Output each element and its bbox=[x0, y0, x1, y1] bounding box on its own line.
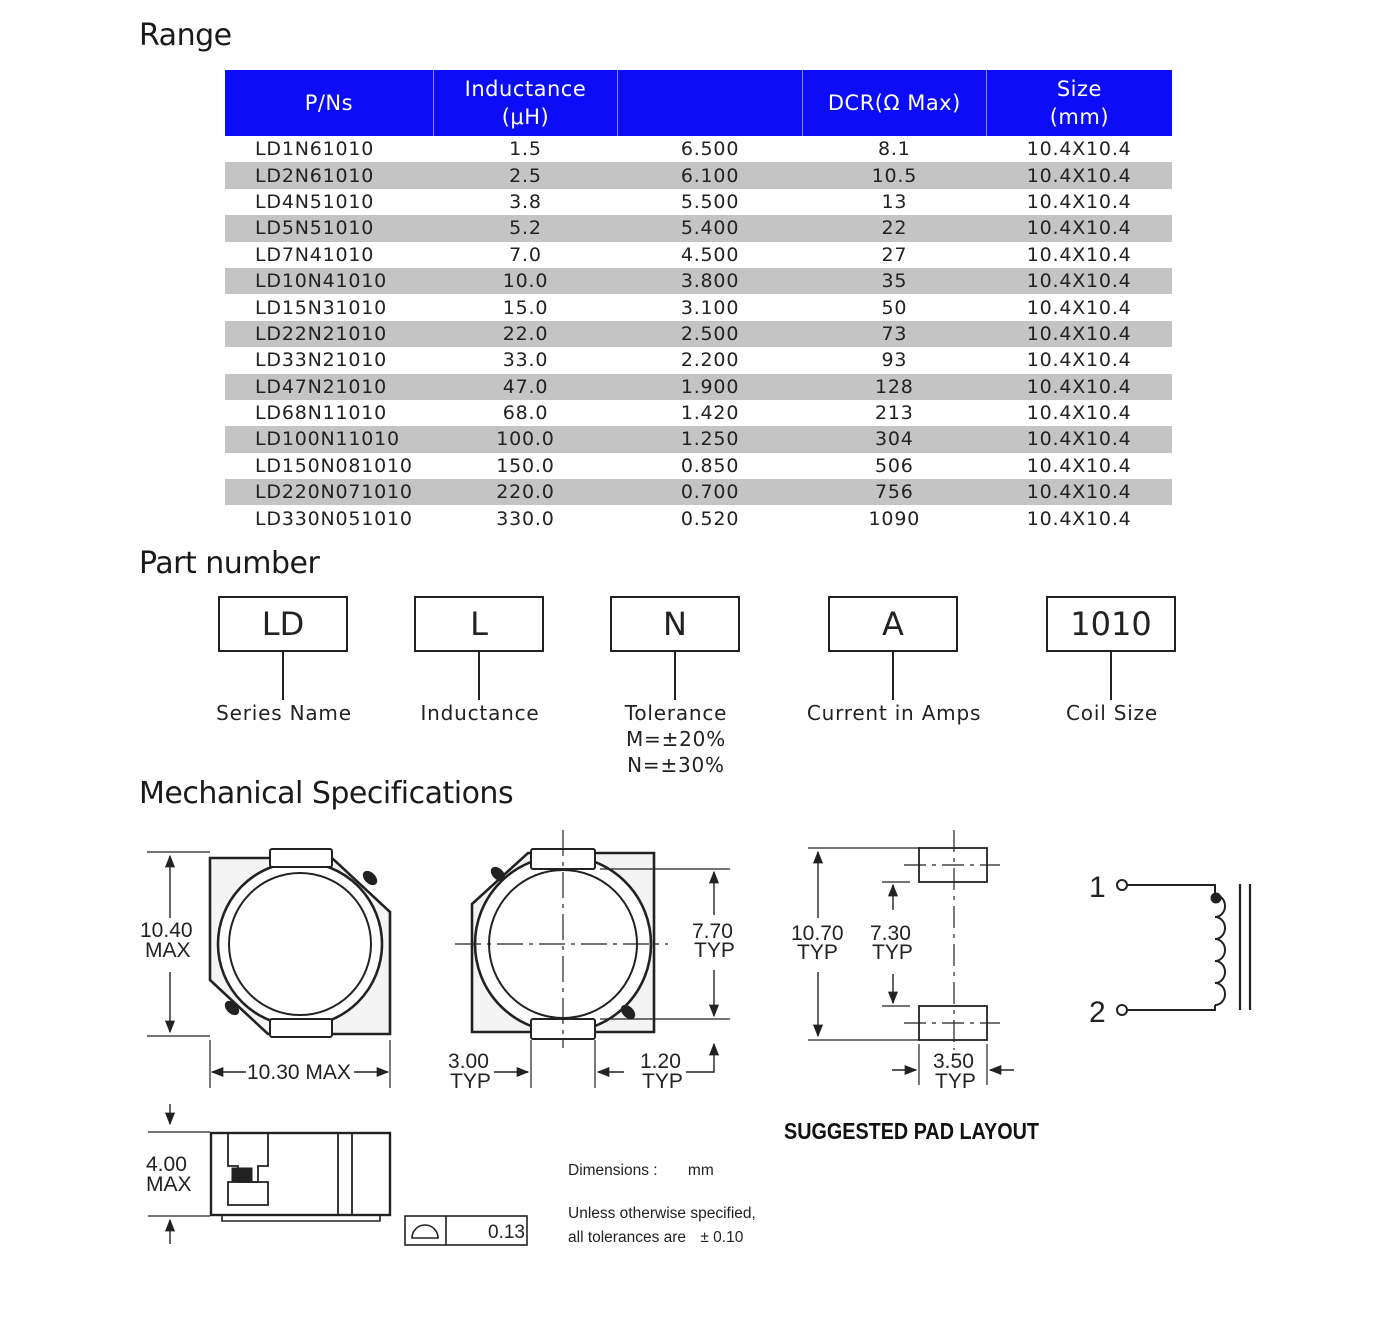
table-row bbox=[225, 189, 1172, 215]
dim-pad-outer-tag: TYP bbox=[797, 941, 838, 964]
table-cell: 330.0 bbox=[496, 507, 555, 530]
table-cell: LD5N51010 bbox=[225, 215, 433, 241]
table-cell: 22 bbox=[802, 215, 986, 241]
range-table bbox=[225, 70, 1172, 532]
inductor-schematic bbox=[1117, 880, 1250, 1015]
table-row bbox=[225, 268, 1172, 294]
table-cell: 10.4X10.4 bbox=[1026, 243, 1132, 266]
table-cell: LD22N21010 bbox=[225, 321, 433, 347]
table-cell: 2.200 bbox=[680, 349, 740, 372]
table-cell: 68.0 bbox=[502, 402, 549, 425]
table-cell: 4.500 bbox=[680, 243, 740, 266]
pn-label-series: Series Name bbox=[216, 701, 352, 725]
part-number-title: Part number bbox=[139, 546, 320, 581]
tolerance-note-m: M=±20% bbox=[625, 727, 727, 751]
table-cell: 15.0 bbox=[502, 296, 549, 319]
dim-pad-inner-value: 7.30 bbox=[870, 922, 911, 945]
table-cell: 10.4X10.4 bbox=[986, 162, 1172, 188]
table-cell: 10.4X10.4 bbox=[986, 426, 1172, 452]
table-cell: 10.4X10.4 bbox=[1026, 507, 1132, 530]
table-cell: 10.4X10.4 bbox=[986, 321, 1172, 347]
dim-width-value: 10.30 MAX bbox=[247, 1061, 351, 1084]
table-cell: 10.4X10.4 bbox=[1026, 296, 1132, 319]
table-cell: 8.1 bbox=[878, 138, 911, 161]
table-cell: 0.520 bbox=[680, 507, 740, 530]
pn-label-current: Current in Amps bbox=[806, 701, 982, 725]
table-cell: LD2N61010 bbox=[225, 162, 433, 188]
dim-electrode-value: 3.00 bbox=[448, 1050, 489, 1073]
table-cell: 0.700 bbox=[618, 479, 803, 505]
table-row bbox=[225, 505, 1172, 531]
bottom-view-outline bbox=[455, 830, 730, 1088]
table-cell: 10.0 bbox=[433, 268, 617, 294]
dimensions-note bbox=[568, 1162, 714, 1180]
table-cell: LD10N41010 bbox=[225, 268, 433, 294]
col-header-pns: P/Ns bbox=[225, 70, 433, 136]
table-cell: 50 bbox=[881, 296, 908, 319]
table-cell: 10.4X10.4 bbox=[1026, 190, 1132, 213]
pn-box-coil-size: 1010 bbox=[1046, 596, 1176, 652]
col-header-current bbox=[618, 70, 803, 136]
table-cell: LD4N51010 bbox=[255, 190, 375, 213]
table-cell: 10.4X10.4 bbox=[986, 479, 1172, 505]
table-row bbox=[225, 321, 1172, 347]
table-cell: 10.4X10.4 bbox=[1026, 138, 1132, 161]
pad-layout-title: SUGGESTED PAD LAYOUT bbox=[784, 1118, 1039, 1144]
pn-box-inductance: L bbox=[414, 596, 544, 652]
top-view-outline bbox=[147, 849, 390, 1088]
table-cell: 10.4X10.4 bbox=[986, 374, 1172, 400]
pn-label-tolerance: Tolerance M=±20% N=±30% bbox=[624, 701, 728, 777]
table-cell: 10.4X10.4 bbox=[986, 268, 1172, 294]
table-row bbox=[225, 215, 1172, 241]
table-cell: 6.100 bbox=[618, 162, 803, 188]
table-cell: 213 bbox=[875, 402, 914, 425]
dim-thickness-value: 4.00 bbox=[146, 1153, 187, 1176]
table-cell: 10.4X10.4 bbox=[1026, 454, 1132, 477]
table-cell: LD15N31010 bbox=[255, 296, 388, 319]
table-cell: 1.900 bbox=[618, 374, 803, 400]
table-cell: LD7N41010 bbox=[255, 243, 375, 266]
col-header-dcr: DCR(Ω Max) bbox=[802, 70, 986, 136]
table-cell: 13 bbox=[881, 190, 908, 213]
schematic-pin-2: 2 bbox=[1089, 996, 1106, 1029]
table-cell: LD330N051010 bbox=[255, 507, 413, 530]
dim-inner-tag: TYP bbox=[694, 939, 735, 962]
pn-box-current: A bbox=[828, 596, 958, 652]
pn-box-tolerance: N bbox=[610, 596, 740, 652]
pn-box-series: LD bbox=[218, 596, 348, 652]
dim-electrode-tag: TYP bbox=[450, 1070, 491, 1093]
table-cell: LD100N11010 bbox=[225, 426, 433, 452]
dim-thickness-tag: MAX bbox=[146, 1173, 192, 1196]
table-row bbox=[225, 426, 1172, 452]
table-cell: 10.4X10.4 bbox=[1026, 402, 1132, 425]
table-row bbox=[225, 347, 1172, 373]
table-cell: 73 bbox=[802, 321, 986, 347]
table-cell: 150.0 bbox=[496, 454, 555, 477]
mechanical-drawing bbox=[0, 820, 1400, 1260]
pn-connector-inductance bbox=[478, 652, 480, 700]
range-table-body bbox=[225, 136, 1172, 532]
table-row bbox=[225, 374, 1172, 400]
dim-inner-value: 7.70 bbox=[692, 920, 733, 943]
mechanical-title: Mechanical Specifications bbox=[139, 776, 514, 811]
table-cell: LD1N61010 bbox=[255, 138, 375, 161]
table-cell: 100.0 bbox=[433, 426, 617, 452]
table-cell: 5.2 bbox=[433, 215, 617, 241]
table-cell: 1090 bbox=[868, 507, 921, 530]
dim-pad-width-tag: TYP bbox=[935, 1070, 976, 1093]
dim-pad-inner-tag: TYP bbox=[872, 941, 913, 964]
table-cell: 10.4X10.4 bbox=[986, 215, 1172, 241]
pn-label-inductance: Inductance bbox=[420, 701, 540, 725]
table-cell: 2.5 bbox=[433, 162, 617, 188]
dimensions-label: Dimensions : bbox=[568, 1162, 658, 1179]
table-row bbox=[225, 136, 1172, 162]
table-cell: LD33N21010 bbox=[255, 349, 388, 372]
table-cell: LD47N21010 bbox=[225, 374, 433, 400]
table-cell: 47.0 bbox=[433, 374, 617, 400]
table-cell: 33.0 bbox=[502, 349, 549, 372]
flatness-value: 0.13 bbox=[488, 1222, 525, 1243]
table-cell: 6.500 bbox=[680, 138, 740, 161]
table-cell: 1.250 bbox=[618, 426, 803, 452]
table-cell: 5.500 bbox=[680, 190, 740, 213]
tolerance-line-2-value: ± 0.10 bbox=[700, 1229, 744, 1246]
table-row bbox=[225, 479, 1172, 505]
dim-height-value: 10.40 bbox=[140, 919, 193, 942]
dim-pad-outer-value: 10.70 bbox=[791, 922, 844, 945]
tolerance-note bbox=[568, 1202, 756, 1250]
table-cell: 304 bbox=[802, 426, 986, 452]
pn-connector-tolerance bbox=[674, 652, 676, 700]
table-cell: 10.4X10.4 bbox=[1026, 349, 1132, 372]
table-cell: LD220N071010 bbox=[225, 479, 433, 505]
table-cell: LD68N11010 bbox=[255, 402, 388, 425]
range-title: Range bbox=[139, 18, 232, 53]
table-cell: 3.800 bbox=[618, 268, 803, 294]
table-cell: 22.0 bbox=[433, 321, 617, 347]
schematic-pin-1: 1 bbox=[1089, 871, 1106, 904]
table-row bbox=[225, 162, 1172, 188]
table-cell: 3.8 bbox=[509, 190, 542, 213]
table-cell: 93 bbox=[881, 349, 908, 372]
table-cell: 128 bbox=[802, 374, 986, 400]
table-cell: 1.5 bbox=[509, 138, 542, 161]
range-header-row bbox=[225, 70, 1172, 136]
table-cell: LD150N081010 bbox=[255, 454, 413, 477]
table-row bbox=[225, 400, 1172, 426]
pn-connector-current bbox=[892, 652, 894, 700]
dim-height-tag: MAX bbox=[145, 939, 191, 962]
table-row bbox=[225, 242, 1172, 268]
table-row bbox=[225, 453, 1172, 479]
table-cell: 1.420 bbox=[680, 402, 740, 425]
table-cell: 2.500 bbox=[618, 321, 803, 347]
table-cell: 5.400 bbox=[618, 215, 803, 241]
table-row bbox=[225, 294, 1172, 320]
table-cell: 3.100 bbox=[680, 296, 740, 319]
table-cell: 10.5 bbox=[802, 162, 986, 188]
dim-gap-value: 1.20 bbox=[640, 1050, 681, 1073]
tolerance-line-1: Unless otherwise specified, bbox=[568, 1205, 756, 1222]
tolerance-line-2-prefix: all tolerances are bbox=[568, 1229, 687, 1246]
table-cell: 220.0 bbox=[433, 479, 617, 505]
table-cell: 7.0 bbox=[509, 243, 542, 266]
dimensions-unit: mm bbox=[687, 1162, 714, 1179]
table-cell: 756 bbox=[802, 479, 986, 505]
col-header-size: Size (mm) bbox=[986, 70, 1172, 136]
tolerance-note-n: N=±30% bbox=[627, 753, 725, 777]
table-cell: 35 bbox=[802, 268, 986, 294]
pn-label-coil-size: Coil Size bbox=[1066, 701, 1158, 725]
table-cell: 27 bbox=[881, 243, 908, 266]
pn-connector-series bbox=[282, 652, 284, 700]
table-cell: 0.850 bbox=[680, 454, 740, 477]
pn-connector-coil-size bbox=[1110, 652, 1112, 700]
side-view-outline bbox=[148, 1104, 527, 1245]
dim-pad-width-value: 3.50 bbox=[933, 1050, 974, 1073]
dim-gap-tag: TYP bbox=[642, 1070, 683, 1093]
table-cell: 506 bbox=[875, 454, 914, 477]
col-header-inductance: Inductance (μH) bbox=[433, 70, 617, 136]
